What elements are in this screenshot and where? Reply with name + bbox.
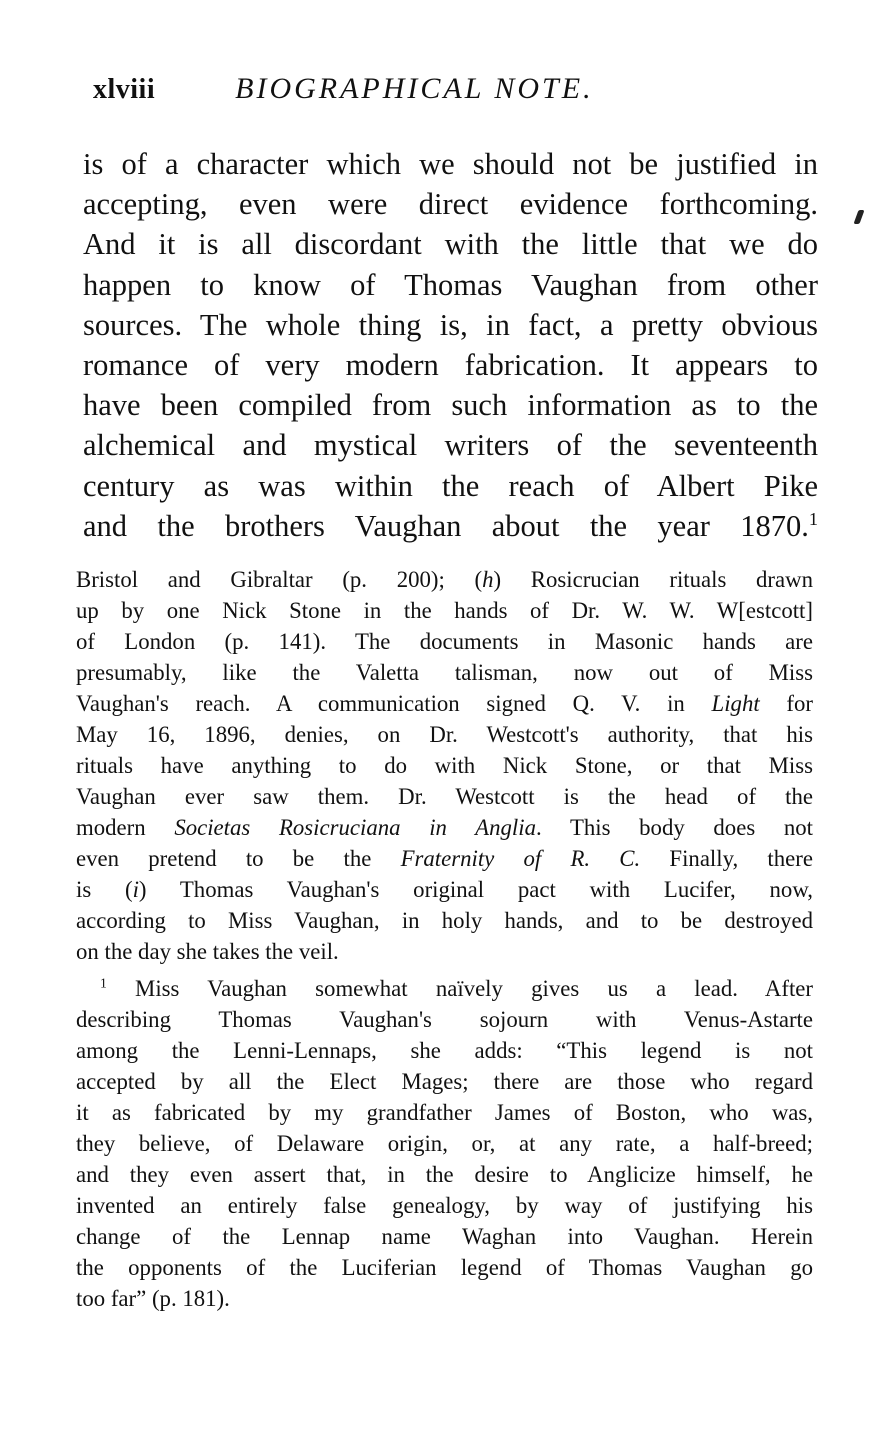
note-line: May 16, 1896, denies, on Dr. Westcott's authority, that his [76,722,813,747]
footnote-line: it as fabricated by my grandfather James of Boston, who was, [76,1100,813,1125]
footnote-line: the opponents of the Luciferian legend of Thomas Vaughan go [76,1255,813,1280]
note-line: up by one Nick Stone in the hands of Dr. W. W. W[estcott] [76,598,813,623]
note-line [76,843,813,874]
footnote-reference: 1 [808,508,818,529]
note-line [76,564,813,595]
note-line: rituals have anything to do with Nick Stone, or that Miss [76,753,813,778]
text-line: romance of very modern fabrication. It appears to [83,348,818,383]
text-line: happen to know of Thomas Vaughan from other [83,267,818,302]
text-line-content: and the brothers Vaughan about the year 1870. [83,508,809,543]
text-line: And it is all discordant with the little that we do [83,227,818,262]
footnote-line: accepted by all the Elect Mages; there are those who regard [76,1069,813,1094]
text-line: alchemical and mystical writers of the seventeenth [83,428,818,463]
note-line: of London (p. 141). The documents in Masonic hands are [76,629,813,654]
text-line: accepting, even were direct evidence forthcoming. [83,187,818,222]
page-number: xlviii [93,74,156,105]
note-italic: i [132,877,139,902]
footnote [76,973,813,1314]
note-text: Finally, there [640,846,813,871]
note-text: is ( [76,877,133,902]
footnote-line: invented an entirely false genealogy, by way of justifying his [76,1193,813,1218]
note-line: on the day she takes the veil. [76,939,339,964]
note-line [76,688,813,719]
note-italic: Societas Rosicruciana in Anglia [174,815,536,840]
note-line: Vaughan ever saw them. Dr. Westcott is the head of the [76,784,813,809]
footnote-line: among the Lenni-Lennaps, she adds: “This legend is not [76,1038,813,1063]
note-text: . This body does not [535,815,813,840]
note-italic: h [482,567,494,592]
note-italic: Light [711,691,760,716]
note-italic: Fraternity of R. C. [400,846,641,871]
note-text: even pretend to be the [76,846,401,871]
note-text: for [759,691,814,716]
note-text: modern [76,815,175,840]
footnote-line: too far” (p. 181). [76,1286,230,1311]
text-line [83,506,818,546]
main-text [83,144,818,546]
text-line: sources. The whole thing is, in fact, a pretty obvious [83,307,818,342]
footnote-line [76,973,813,1004]
note-line: presumably, like the Valetta talisman, now out of Miss [76,660,813,685]
stray-ink-mark [853,210,864,224]
note-line [76,874,813,905]
continued-note [76,564,813,967]
text-line: century as was within the reach of Albert Pike [83,468,818,503]
note-text: ) Rosicrucian rituals drawn [493,567,814,592]
note-text: Bristol and Gibraltar (p. 200); ( [76,567,483,592]
page-header [93,72,813,112]
note-line [76,812,813,843]
note-line: according to Miss Vaughan, in holy hands, and to be destroyed [76,908,813,933]
footnote-line: describing Thomas Vaughan's sojourn with Venus-Astarte [76,1007,813,1032]
text-line: have been compiled from such information as to the [83,388,818,423]
footnote-text: Miss Vaughan somewhat naïvely gives us a lead. After [135,976,813,1001]
text-line: is of a character which we should not be justified in [83,147,818,181]
footnote-line: change of the Lennap name Waghan into Vaughan. Herein [76,1224,813,1249]
footnote-marker: 1 [100,975,107,991]
note-text: Vaughan's reach. A communication signed Q. V. in [76,691,712,716]
footnote-line: they believe, of Delaware origin, or, at any rate, a half-breed; [76,1131,813,1156]
note-text: ) Thomas Vaughan's original pact with Lucifer, now, [138,877,813,902]
running-head: BIOGRAPHICAL NOTE. [235,72,594,105]
footnote-line: and they even assert that, in the desire to Anglicize himself, he [76,1162,813,1187]
